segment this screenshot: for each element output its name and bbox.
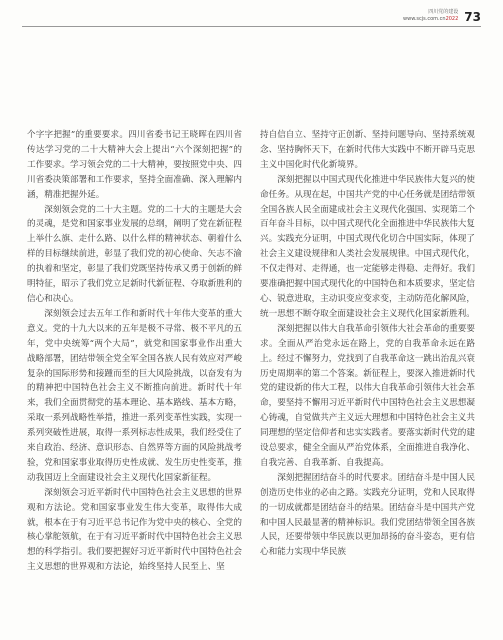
paragraph: 深刻领会党的二十大主题。党的二十大的主题是大会的灵魂，是党和国家事业发展的总纲，阐明了党在新征程上举什么旗、走什么路、以什么样的精神状态、朝着什么样的目标继续前进，彰显了我们党的初心使命、矢志不渝的执着和坚定，彰显了我们党既坚持传承又勇于创新的鲜明特征，昭示了我们党立足新时代新征程、夺取新胜利的信心和决心。: [27, 204, 242, 304]
left-column: [27, 128, 242, 575]
paragraph: 深刻把握以中国式现代化推进中华民族伟大复兴的使命任务。从现在起，中国共产党的中心任务就是团结带领全国各族人民全面建成社会主义现代化强国、实现第二个百年奋斗目标，以中国式现代化全面推进中华民族伟大复兴。实践充分证明，中国式现代化切合中国实际，体现了社会主义建设规律和人类社会发展规律。中国式现代化，不仅走得对、走得通，也一定能够走得稳、走得好。我们要准确把握中国式现代化的中国特色和本质要求，坚定信心、锐意进取，主动识变应变求变，主动防范化解风险，统一思想不断夺取全面建设社会主义现代化国家新胜利。: [260, 174, 475, 319]
page-number: 73: [464, 10, 481, 24]
header-divider: [22, 26, 481, 27]
magazine-url: [403, 17, 458, 22]
url-highlight: 2022: [445, 16, 459, 22]
page-header: [403, 10, 481, 24]
paragraph: 深刻领会习近平新时代中国特色社会主义思想的世界观和方法论。党和国家事业发生伟大变革，取得伟大成就，根本在于有习近平总书记作为党中央的核心、全党的核心掌舵领航，在于有习近平新时代中国特色社会主义思想的科学指引。我们要把握好习近平新时代中国特色社会主义思想的世界观和方法论，始终坚持人民至上、坚: [27, 487, 242, 573]
paragraph: 深刻领会过去五年工作和新时代十年伟大变革的重大意义。党的十九大以来的五年是极不寻常、极不平凡的五年，党中央统筹“两个大局”，就党和国家事业作出重大战略部署，团结带领全党全军全国各族人民有效应对严峻复杂的国际形势和接踵而至的巨大风险挑战，以奋发有为的精神把中国特色社会主义不断推向前进。新时代十年来，我们全面贯彻党的基本理论、基本路线、基本方略，采取一系列战略性举措，推进一系列变革性实践，实现一系列突破性进展，取得一系列标志性成果，我们经受住了来自政治、经济、意识形态、自然界等方面的风险挑战考验，党和国家事业取得历史性成就、发生历史性变革，推动我国迈上全面建设社会主义现代化国家新征程。: [27, 308, 242, 483]
paragraph: 持自信自立、坚持守正创新、坚持问题导向、坚持系统观念、坚持胸怀天下，在新时代伟大实践中不断开辟马克思主义中国化时代化新境界。: [260, 130, 475, 170]
url-prefix: www.scjs.com.cn: [403, 16, 446, 22]
paragraph: 个字字把握”的重要要求。四川省委书记王晓晖在四川省传达学习党的二十大精神大会上提出“六个深刻把握”的工作要求。学习领会党的二十大精神，要按照党中央、四川省委决策部署和工作要求，坚持全面准确、深入理解内涵，精准把握外延。: [27, 130, 242, 200]
paragraph: 深刻把握以伟大自我革命引领伟大社会革命的重要要求。全面从严治党永远在路上，党的自我革命永远在路上。经过不懈努力，党找到了自我革命这一跳出治乱兴衰历史周期率的第二个答案。新征程上，要深入推进新时代党的建设新的伟大工程，以伟大自我革命引领伟大社会革命，要坚持不懈用习近平新时代中国特色社会主义思想凝心铸魂，自觉做共产主义远大理想和中国特色社会主义共同理想的坚定信仰者和忠实实践者。要落实新时代党的建设总要求，健全全面从严治党体系，全面推进自我净化、自我完善、自我革新、自我提高。: [260, 323, 475, 468]
right-column: [260, 128, 475, 560]
header-masthead: [403, 10, 458, 22]
paragraph: 深刻把握团结奋斗的时代要求。团结奋斗是中国人民创造历史伟业的必由之路。实践充分证明，党和人民取得的一切成就都是团结奋斗的结果。团结奋斗是中国共产党和中国人民最显著的精神标识。我们党团结带领全国各族人民，还要带领中华民族以更加昂扬的奋斗姿态，更有信心和能力实现中华民族: [260, 472, 475, 558]
magazine-title: 四川党的建设: [428, 9, 459, 15]
